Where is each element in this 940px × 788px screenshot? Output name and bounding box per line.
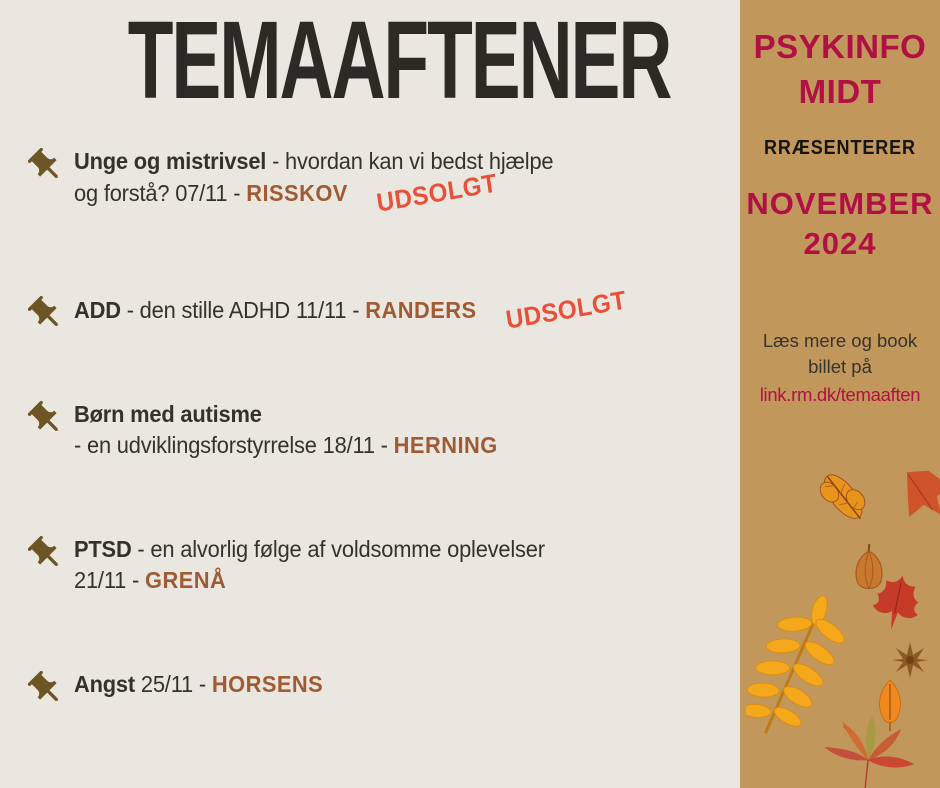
event-text [74, 284, 629, 335]
soldout-badge: UDSOLGT [375, 167, 500, 218]
event-description: 25/11 - [134, 671, 212, 697]
event-location: HERNING [393, 432, 498, 458]
page-title [0, 0, 740, 122]
event-name: ADD [74, 297, 121, 323]
event-item-born-med-autisme [26, 399, 530, 461]
brand-title [740, 24, 940, 114]
event-description-2: 21/11 - [74, 567, 146, 593]
booking-info [740, 328, 940, 408]
booking-info-line1: Læs mere og book [762, 330, 918, 351]
event-item-ptsd [26, 534, 580, 596]
star-anise-icon [890, 640, 930, 680]
year-label: 2024 [803, 226, 877, 261]
event-item-add [26, 284, 667, 335]
pushpin-icon [26, 399, 66, 439]
pushpin-icon [26, 534, 66, 574]
pushpin-icon [26, 669, 66, 709]
event-text [74, 146, 554, 218]
event-description: - en udviklingsforstyrrelse 18/11 - [74, 432, 394, 458]
maple-leaf-fragment-icon [892, 468, 940, 526]
event-name: Unge og mistrivsel [74, 148, 267, 174]
event-text [74, 399, 498, 461]
booking-info-line2: billet på [808, 356, 872, 377]
event-location: GRENÅ [145, 567, 227, 593]
sidebar [740, 0, 940, 788]
event-name: Børn med autisme [74, 401, 262, 427]
event-description: - en alvorlig følge af voldsomme oplevelser [131, 536, 545, 562]
event-name: PTSD [74, 536, 132, 562]
pushpin-icon [26, 146, 66, 186]
event-text [74, 669, 323, 700]
event-description: - hvordan kan vi bedst hjælpe [266, 148, 554, 174]
event-location: HORSENS [211, 671, 324, 697]
event-name: Angst [74, 671, 135, 697]
event-description-2: og forstå? 07/11 - [74, 180, 247, 206]
event-location: RANDERS [365, 297, 477, 323]
month-year [740, 184, 940, 264]
oak-leaf-icon [808, 462, 882, 536]
brand-line2: MIDT [798, 73, 882, 110]
event-description: - den stille ADHD 11/11 - [120, 297, 366, 323]
booking-link: link.rm.dk/temaaften [759, 384, 921, 405]
event-text [74, 534, 545, 596]
event-item-angst [26, 669, 342, 709]
event-item-unge-og-mistrivsel [26, 146, 589, 218]
month-label: NOVEMBER [746, 186, 934, 221]
creeper-leaf-icon [810, 716, 926, 788]
soldout-badge: UDSOLGT [503, 284, 629, 335]
brand-line1: PSYKINFO [753, 28, 927, 65]
presents-label: RRÆSENTERER [764, 137, 916, 159]
red-maple-leaf-icon [866, 570, 928, 634]
pushpin-icon [26, 294, 66, 334]
event-location: RISSKOV [246, 180, 348, 206]
page-title-text: TEMAAFTENER [127, 0, 671, 122]
